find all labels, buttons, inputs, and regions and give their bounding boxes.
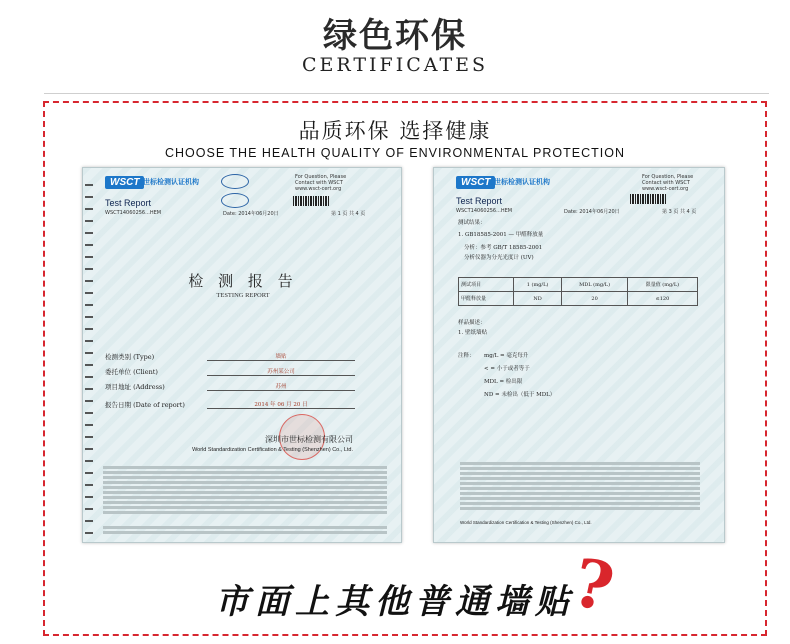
table-header-cell: MDL (mg/L) — [562, 278, 627, 292]
bottom-caption: 市面上其他普通墙贴 — [215, 582, 575, 622]
wsct-logo-cn: 世标检测认证机构 — [143, 178, 199, 186]
field-value: 墙贴 — [207, 352, 355, 361]
page-title: 绿色环保 — [323, 16, 467, 56]
wsct-logo: WSCT — [456, 176, 495, 189]
binding-rings — [85, 184, 93, 534]
report-date: Date: 2014年06月20日 — [223, 211, 279, 217]
note-item: < = 小于或者等于 — [484, 366, 530, 372]
method-line-1: 分析：参考 GB/T 18585-2001 — [464, 245, 543, 251]
field-value: 2014 年 06 月 20 日 — [207, 400, 355, 409]
table-cell: 20 — [562, 292, 627, 306]
note-item: ND = 未检出（低于 MDL） — [484, 392, 556, 398]
organization-name-en: World Standardization Certification & Testing (Shenzhen) Co., Ltd. — [460, 520, 592, 525]
field-type — [105, 352, 395, 362]
method-line-2: 分析仪器为分光光度计 (UV) — [464, 255, 534, 261]
report-title-en: TESTING REPORT — [216, 292, 270, 299]
table-header-cell: 限量值 (mg/L) — [627, 278, 697, 292]
report-heading: Test Report — [456, 196, 503, 206]
report-heading: Test Report — [105, 198, 152, 208]
field-value: 苏州 — [207, 382, 355, 391]
table-cell: ND — [513, 292, 562, 306]
results-section: 测试结果： — [458, 220, 486, 226]
page-number: 第 3 页 共 4 页 — [662, 209, 697, 215]
notes-label: 注释： — [458, 353, 475, 359]
report-number: WSCT14060256...HEM — [456, 208, 513, 214]
organization-name-en: World Standardization Certification & Testing (Shenzhen) Co., Ltd. — [192, 447, 353, 453]
report-title-cn: 检 测 报 告 — [188, 272, 298, 290]
contact-note: For Question, Please Contact with WSCT www.wsct-cert.org — [295, 174, 347, 192]
standard-line: 1. GB18585-2001 — 甲醛释放量 — [458, 232, 544, 238]
test-report-results — [433, 167, 725, 543]
footer-address — [103, 524, 387, 536]
wsct-logo: WSCT — [105, 176, 144, 189]
disclaimer-text — [460, 460, 700, 512]
disclaimer-text — [103, 464, 387, 516]
panel-subtitle: CHOOSE THE HEALTH QUALITY OF ENVIRONMENTAL PROTECTION — [164, 146, 625, 160]
barcode — [293, 196, 329, 206]
report-number: WSCT14060256...HEM — [105, 210, 162, 216]
field-label: 委托单位 (Client) — [105, 368, 158, 376]
results-table — [458, 277, 698, 306]
organization-name-cn: 深圳市世标检测有限公司 — [265, 435, 353, 444]
panel-title: 品质环保 选择健康 — [298, 119, 492, 143]
barcode — [630, 194, 666, 204]
field-label: 项目地址 (Address) — [105, 383, 165, 391]
report-date: Date: 2014年06月20日 — [564, 209, 620, 215]
divider — [44, 93, 769, 94]
page-number: 第 1 页 共 4 页 — [331, 211, 366, 217]
field-date — [105, 400, 395, 410]
field-label: 检测类别 (Type) — [105, 353, 155, 361]
field-client — [105, 367, 395, 377]
field-label: 报告日期 (Date of report) — [105, 401, 185, 409]
table-header-cell: 测试项目 — [459, 278, 514, 292]
sample-label: 样品描述： — [458, 320, 486, 326]
wsct-logo-cn: 世标检测认证机构 — [494, 178, 550, 186]
table-cell: ≤120 — [627, 292, 697, 306]
question-mark-icon: ? — [566, 542, 621, 628]
table-header-cell: 1 (mg/L) — [513, 278, 562, 292]
note-item: MDL = 检出限 — [484, 379, 523, 385]
page-subtitle: CERTIFICATES — [301, 54, 489, 76]
note-item: mg/L = 毫克每升 — [484, 353, 529, 359]
table-cell: 甲醛释放量 — [459, 292, 514, 306]
contact-note: For Question, Please Contact with WSCT www.wsct-cert.org — [642, 174, 694, 192]
field-address — [105, 382, 395, 392]
field-value: 苏州某公司 — [207, 367, 355, 376]
sample-value: 1. 壁纸墙贴 — [458, 330, 487, 336]
test-report-cover — [82, 167, 402, 543]
table-header-row — [459, 278, 698, 292]
table-row — [459, 292, 698, 306]
accreditation-marks — [221, 174, 281, 188]
